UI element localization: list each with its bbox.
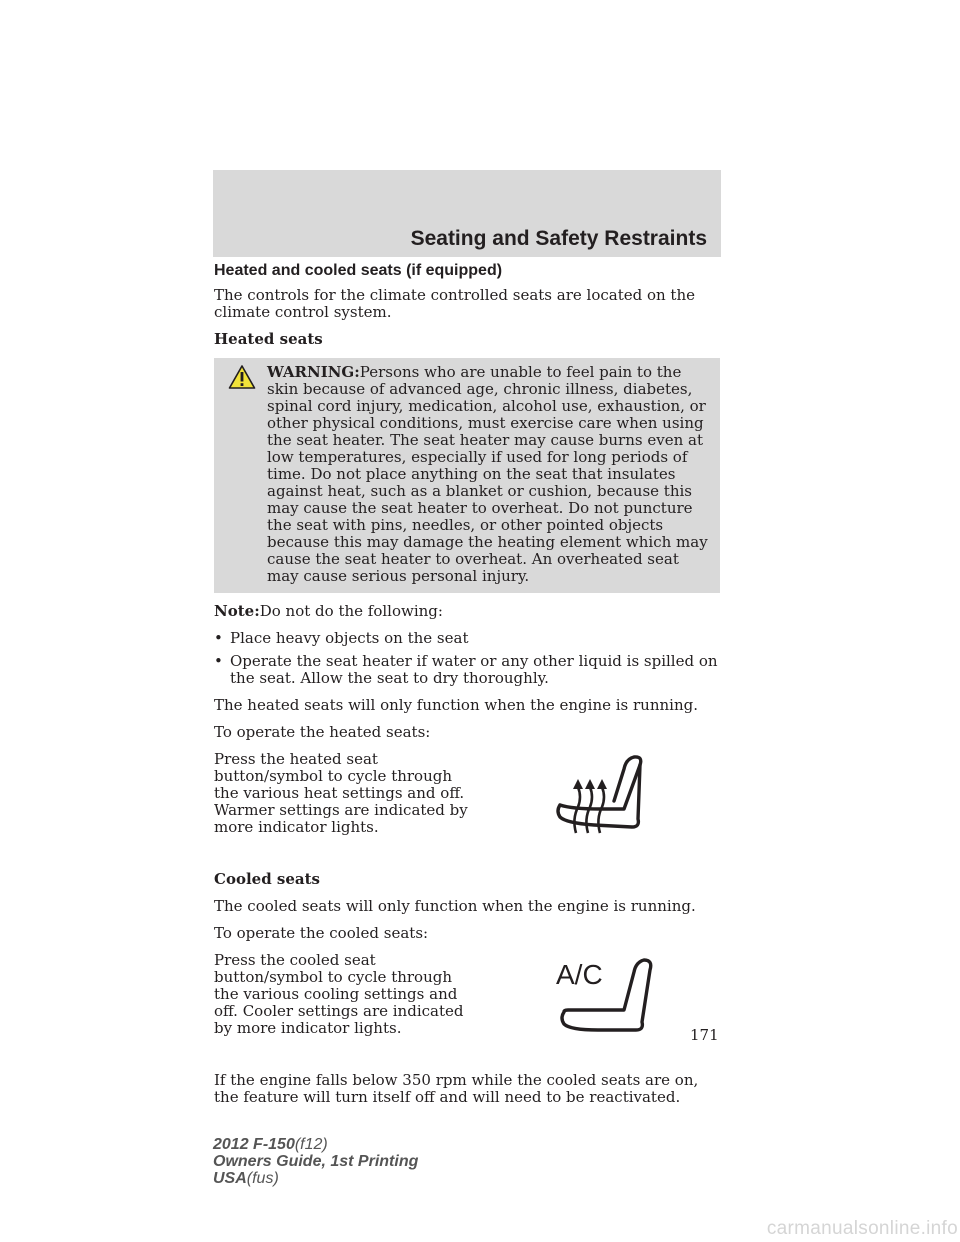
section-title: Heated and cooled seats (if equipped) — [214, 262, 503, 279]
heated-engine-text: The heated seats will only function when the engine is running. — [214, 696, 698, 714]
section-header-title: Seating and Safety Restraints — [410, 227, 707, 250]
bullet-glyph: • — [214, 652, 223, 670]
heated-instructions-block — [214, 751, 720, 861]
list-item: • Operate the seat heater if water or any other liquid is spilled on the seat. Allow the seat to dry thoroughly. — [214, 652, 718, 687]
heated-instructions: Press the heated seat button/symbol to cycle through the various heat settings and off. Warmer settings are indicated by more indicator lights. — [214, 750, 468, 836]
heated-operate-intro: To operate the heated seats: — [214, 723, 431, 741]
heated-seats-heading: Heated seats — [214, 330, 323, 348]
section-intro: The controls for the climate controlled seats are located on the climate control system. — [214, 286, 695, 321]
warning-body: Persons who are unable to feel pain to the skin because of advanced age, chronic illness, diabetes, spinal cord injury, medication, alcohol use, exhaustion, or other physical conditions, must exercise care when using the seat heater. The seat heater may cause burns even at low temperatures, especially if used for long periods of time. Do not place anything on the seat that insulates against heat, such as a blanket or cushion, because this may cause the seat heater to overheat. Do not puncture the seat with pins, needles, or other pointed objects because this may damage the heating element which may cause the seat heater to overheat. An overheated seat may cause serious personal injury. — [267, 363, 708, 585]
warning-triangle-icon — [228, 364, 256, 390]
footer-line-2: Owners Guide, 1st Printing — [213, 1153, 419, 1170]
bullet-glyph: • — [214, 629, 223, 647]
footer-line-3: USA(fus) — [213, 1170, 279, 1187]
cooled-seat-icon — [554, 952, 664, 1036]
note — [214, 603, 720, 620]
footer — [213, 1136, 418, 1187]
note-list — [214, 630, 720, 687]
cooled-instructions-block — [214, 952, 720, 1062]
cooled-seats-heading: Cooled seats — [214, 870, 320, 888]
watermark: carmanualsonline.info — [766, 1218, 958, 1239]
warning-box — [214, 358, 720, 593]
note-text: Do not do the following: — [259, 602, 443, 620]
page-content — [214, 262, 720, 1116]
heated-seat-icon — [554, 751, 654, 839]
list-item: • Place heavy objects on the seat — [214, 629, 469, 647]
cooled-operate-intro: To operate the cooled seats: — [214, 924, 429, 942]
page-number: 171 — [690, 1026, 719, 1044]
footer-line-1: 2012 F-150(f12) — [213, 1136, 328, 1153]
section-header-band — [213, 170, 721, 257]
cooled-engine-text: The cooled seats will only function when the engine is running. — [214, 897, 696, 915]
cooled-closing: If the engine falls below 350 rpm while the cooled seats are on, the feature will turn itself off and will need to be reactivated. — [214, 1071, 699, 1106]
warning-text — [220, 364, 714, 585]
warning-label: WARNING: — [267, 363, 360, 381]
cooled-instructions: Press the cooled seat button/symbol to cycle through the various cooling settings and off. Cooler settings are indicated by more indicator lights. — [214, 951, 464, 1037]
note-label: Note: — [214, 602, 260, 620]
cooled-icon-label: A/C — [556, 959, 603, 990]
